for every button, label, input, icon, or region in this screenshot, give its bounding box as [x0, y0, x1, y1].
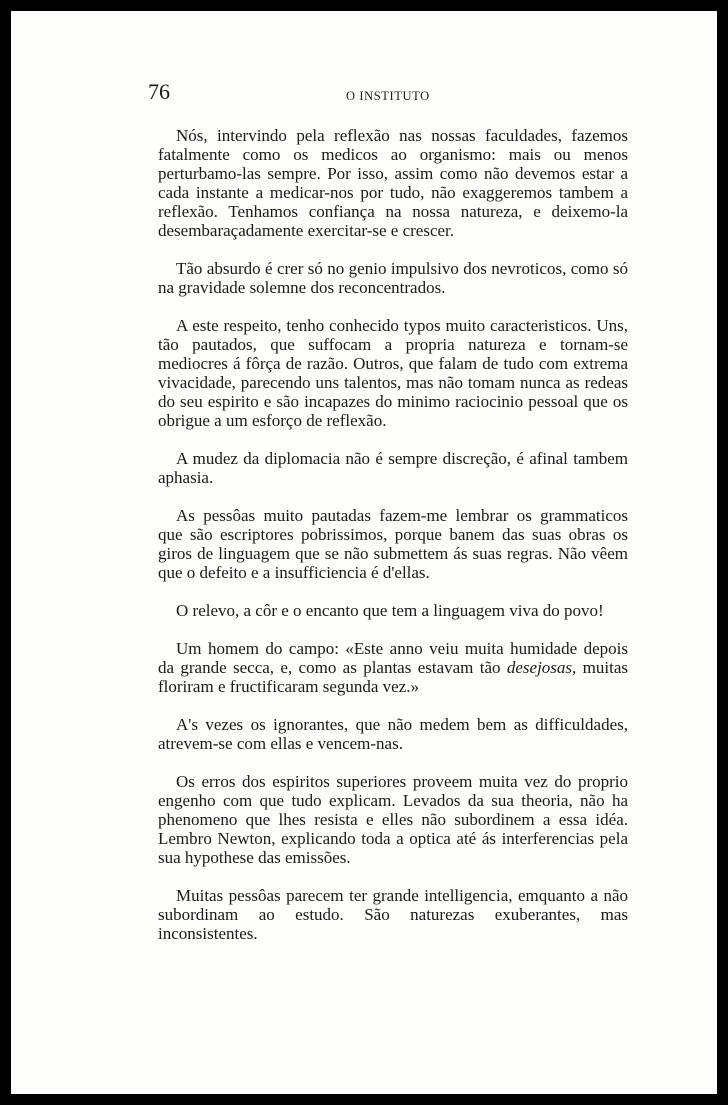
paragraph-3: A este respeito, tenho conhecido typos muito caracteristicos. Uns, tão pautados, que suffocam a propria natureza e tornam-se mediocres á fôrça de razão. Outros, que falam de tudo com extrema vivacidade, parecendo uns talentos, mas não tomam nunca as redeas do seu espirito e são incapazes do minimo raciocinio pessoal que os obrigue a um esforço de reflexão.	[158, 316, 628, 430]
paragraph-7	[158, 639, 628, 696]
body-text	[158, 126, 628, 962]
paragraph-1: Nós, intervindo pela reflexão nas nossas faculdades, fazemos fatalmente como os medicos ao organismo: mais ou menos perturbamo-las sempre. Por isso, assim como não devemos estar a cada instante a medicar-nos por tudo, não exaggeremos tambem a reflexão. Tenhamos confiança na nossa natureza, e deixemo-la desembaraçadamente exercitar-se e crescer.	[158, 126, 628, 240]
paragraph-4: A mudez da diplomacia não é sempre discreção, é afinal tambem aphasia.	[158, 449, 628, 487]
paragraph-8: A's vezes os ignorantes, que não medem bem as difficuldades, atrevem-se com ellas e vencem-nas.	[158, 715, 628, 753]
page-header	[148, 79, 628, 107]
running-title: O INSTITUTO	[346, 89, 430, 103]
paragraph-7-italic: desejosas,	[506, 658, 577, 677]
paragraph-6: O relevo, a côr e o encanto que tem a linguagem viva do povo!	[176, 601, 604, 620]
paragraph-10: Muitas pessôas parecem ter grande intelligencia, emquanto a não subordinam ao estudo. São naturezas exuberantes, mas inconsistentes.	[158, 886, 628, 943]
paragraph-7-text-after: muitas floriram e fructificaram segunda vez.»	[158, 658, 628, 696]
paragraph-9: Os erros dos espiritos superiores proveem muita vez do proprio engenho com que tudo explicam. Levados da sua theoria, não ha phenomeno que lhes resista e elles não subordinem a essa idéa. Lembro Newton, explicando toda a optica até ás interferencias pela sua hypothese das emissões.	[158, 772, 628, 867]
paragraph-2: Tão absurdo é crer só no genio impulsivo dos nevroticos, como só na gravidade solemne dos reconcentrados.	[158, 259, 628, 297]
page-number: 76	[148, 79, 170, 104]
paragraph-7-text-before: Um homem do campo: «Este anno veiu muita humidade depois da grande secca, e, como as plantas estavam tão	[158, 639, 628, 677]
paragraph-5: As pessôas muito pautadas fazem-me lembrar os grammaticos que são escriptores pobrissimos, porque banem das suas obras os giros de linguagem que se não submettem ás suas regras. Não vêem que o defeito e a insufficiencia é d'ellas.	[158, 506, 628, 582]
